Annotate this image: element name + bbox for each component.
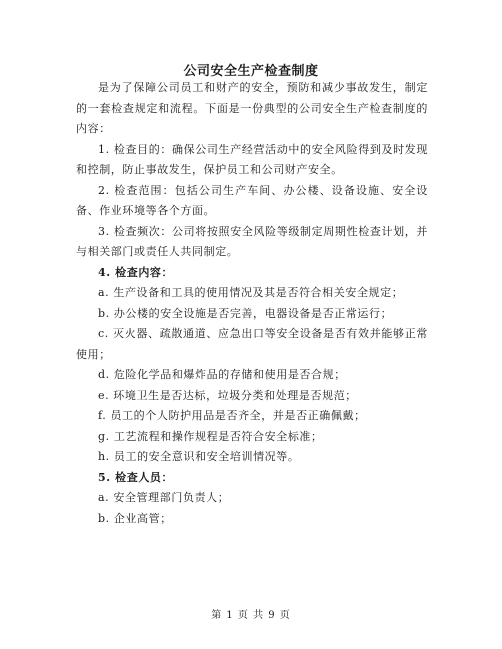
content-heading: 4. 检查内容： bbox=[98, 265, 174, 279]
content-item: f. 员工的个人防护用品是否齐全，并是否正确佩戴； bbox=[98, 409, 366, 422]
content-item: d. 危险化学品和爆炸品的存储和使用是否合规； bbox=[98, 368, 346, 381]
scope-paragraph: 2. 检查范围：包括公司生产车间、办公楼、设备设施、安全设备、作业环境等各个方面。 bbox=[76, 183, 428, 217]
personnel-item: b. 企业高管； bbox=[98, 511, 172, 525]
document-body bbox=[76, 78, 428, 529]
content-item: e. 环境卫生是否达标，垃圾分类和处理是否规范； bbox=[98, 388, 357, 402]
content-item: h. 员工的安全意识和安全培训情况等。 bbox=[98, 450, 300, 463]
intro-paragraph: 是为了保障公司员工和财产的安全，预防和减少事故发生，制定的一套检查规定和流程。下面是一份典型的公司安全生产检查制度的内容： bbox=[76, 81, 428, 135]
purpose-paragraph: 1. 检查目的：确保公司生产经营活动中的安全风险得到及时发现和控制，防止事故发生，保护员工和公司财产安全。 bbox=[76, 142, 428, 176]
frequency-paragraph: 3. 检查频次：公司将按照安全风险等级制定周期性检查计划，并与相关部门或责任人共同制定。 bbox=[76, 224, 428, 258]
personnel-heading: 5. 检查人员： bbox=[98, 470, 174, 484]
content-item: b. 办公楼的安全设施是否完善，电器设备是否正常运行； bbox=[98, 306, 393, 320]
personnel-item: a. 安全管理部门负责人； bbox=[98, 491, 230, 504]
content-item: c. 灭火器、疏散通道、应急出口等安全设备是否有效并能够正常使用； bbox=[76, 327, 428, 361]
document-title: 公司安全生产检查制度 bbox=[183, 64, 319, 79]
content-item: a. 生产设备和工具的使用情况及其是否符合相关安全规定； bbox=[98, 286, 404, 299]
page-number-footer: 第 1 页 共 9 页 bbox=[211, 610, 291, 621]
content-item: g. 工艺流程和操作规程是否符合安全标准； bbox=[98, 429, 323, 443]
